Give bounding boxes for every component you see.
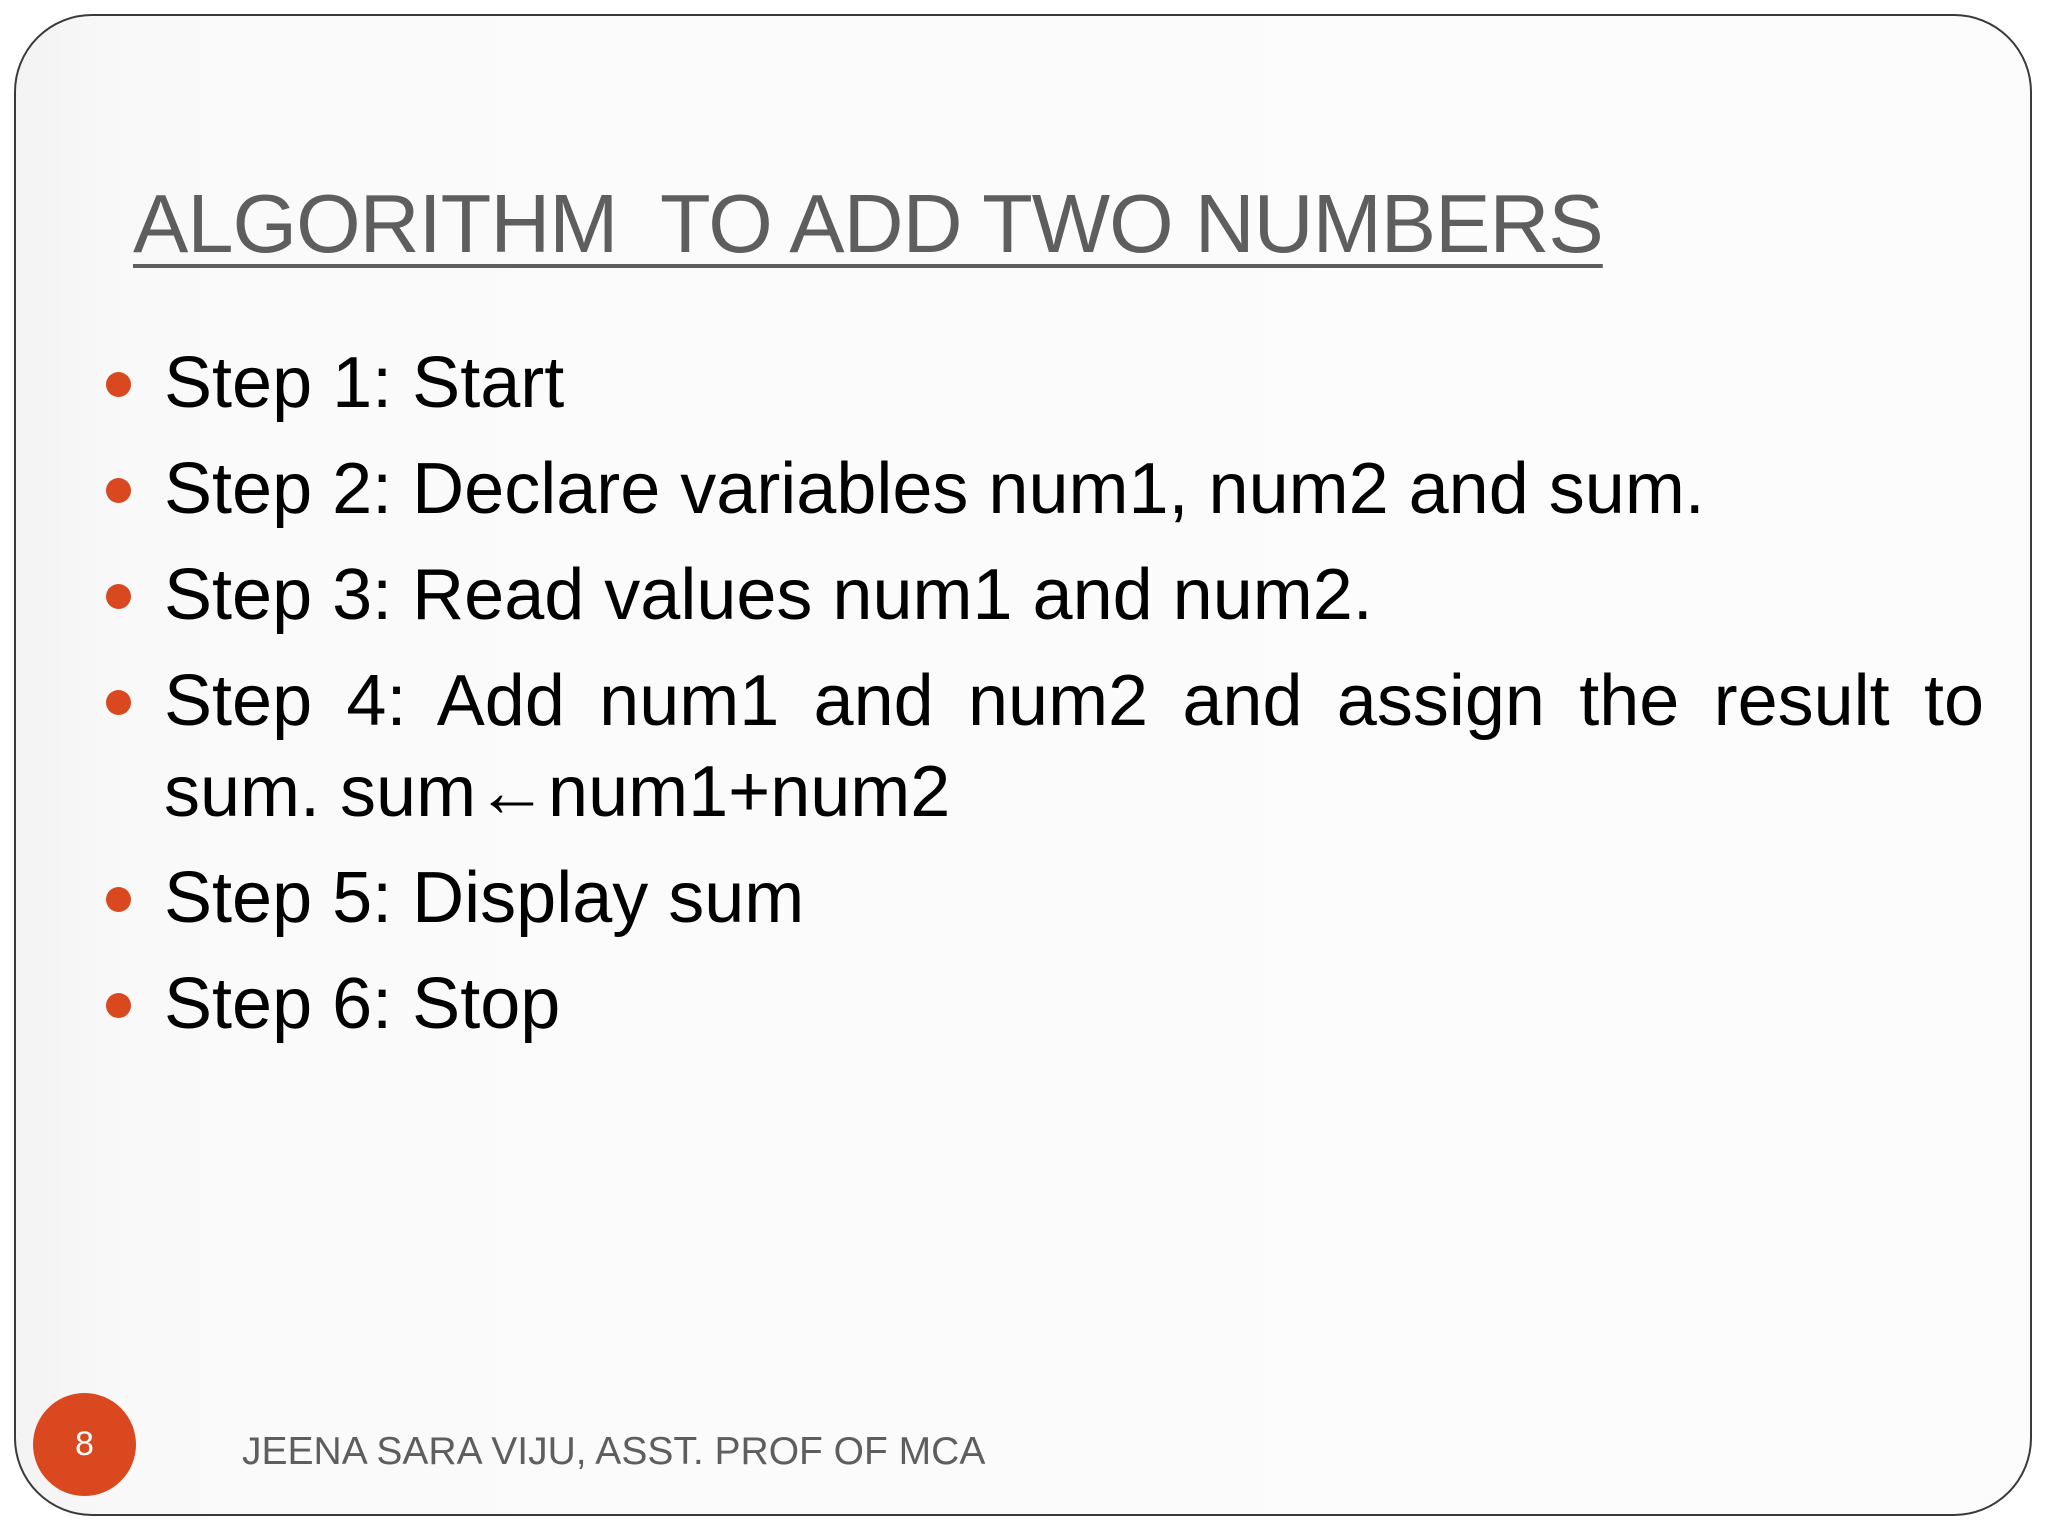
steps-list	[104, 338, 1984, 1065]
bullet-icon	[106, 993, 131, 1018]
step-item-1	[104, 338, 1984, 429]
step-item-4	[104, 656, 1984, 838]
slide-title: ALGORITHM TO ADD TWO NUMBERS	[133, 177, 1603, 270]
footer-author: JEENA SARA VIJU, ASST. PROF OF MCA	[242, 1430, 986, 1473]
bullet-icon	[106, 478, 131, 503]
step-item-6	[104, 959, 1984, 1050]
bullet-icon	[106, 690, 131, 715]
bullet-icon	[106, 584, 131, 609]
page-number: 8	[75, 1425, 94, 1463]
step-text: Step 4: Add num1 and num2 and assign the result to sum. sum←num1+num2	[164, 661, 1984, 832]
step-text: Step 5: Display sum	[164, 858, 805, 938]
step-item-2	[104, 444, 1984, 535]
bullet-icon	[106, 887, 131, 912]
step-item-3	[104, 550, 1984, 641]
step-text: Step 3: Read values num1 and num2.	[164, 555, 1373, 635]
bullet-icon	[106, 372, 131, 397]
step-item-5	[104, 853, 1984, 944]
step-text: Step 2: Declare variables num1, num2 and sum.	[164, 449, 1705, 529]
step-text: Step 6: Stop	[164, 964, 561, 1044]
step-text: Step 1: Start	[164, 343, 565, 423]
page-number-badge	[33, 1393, 136, 1496]
slide-frame	[14, 14, 2032, 1516]
